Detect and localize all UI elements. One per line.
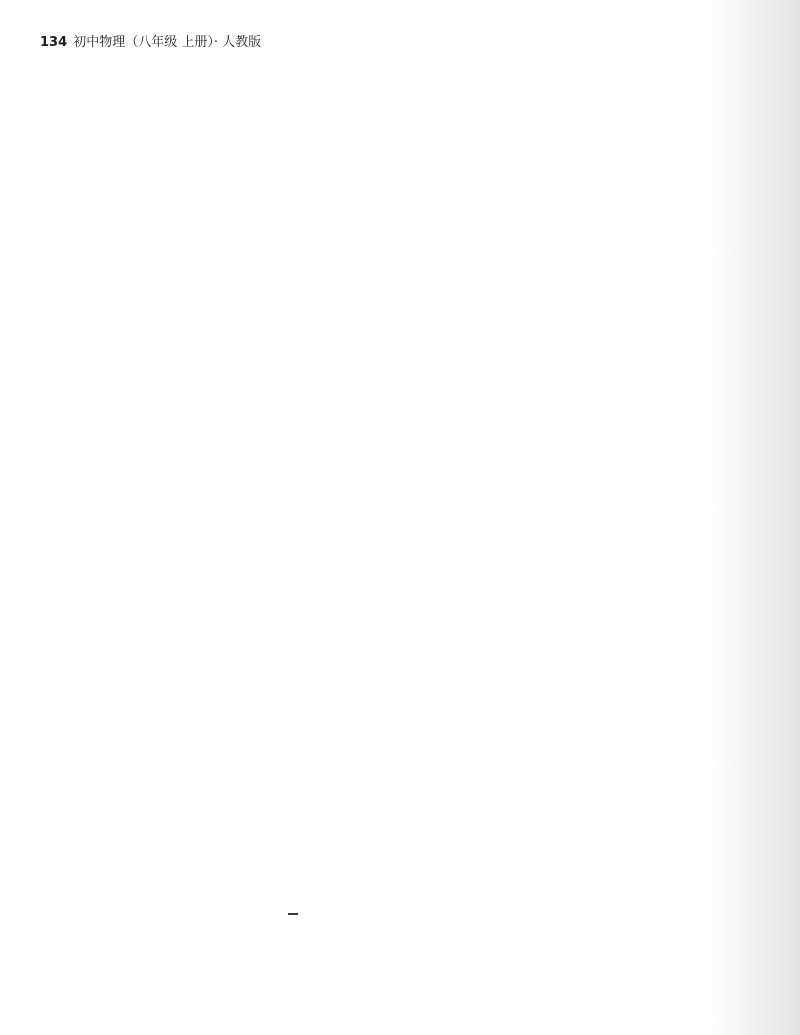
page-number: 134 <box>40 35 68 50</box>
section-tag <box>288 913 298 915</box>
right-column <box>372 64 684 77</box>
page-edge-shadow <box>708 0 800 1035</box>
page-header <box>40 31 261 50</box>
book-title: 初中物理（八年级 上册）· 人教版 <box>73 35 262 50</box>
left-column <box>56 64 368 77</box>
